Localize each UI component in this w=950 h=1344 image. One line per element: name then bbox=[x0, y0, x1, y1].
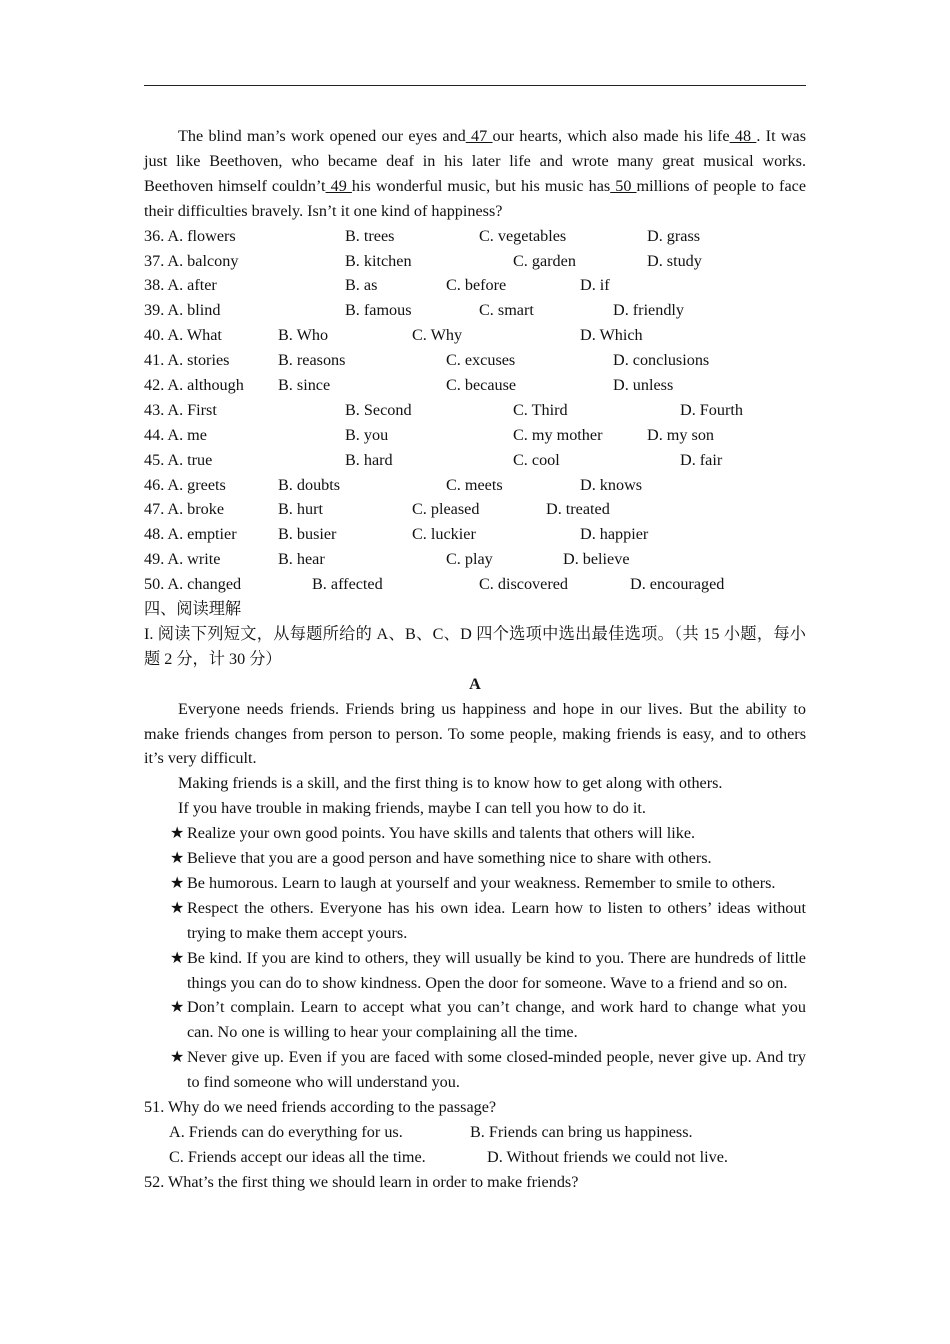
option-b: B. affected bbox=[312, 575, 383, 594]
cloze-options bbox=[144, 224, 806, 597]
exam-page bbox=[144, 124, 806, 1195]
option-d: D. Which bbox=[580, 326, 643, 345]
option-d: D. encouraged bbox=[630, 575, 725, 594]
question-46 bbox=[144, 473, 806, 498]
question-49 bbox=[144, 547, 806, 572]
option-a: A. Friends can do everything for us. bbox=[169, 1123, 403, 1142]
option-d: D. grass bbox=[647, 226, 701, 245]
option-b: B. you bbox=[345, 425, 389, 444]
option-a: 39. A. blind bbox=[144, 301, 221, 320]
option-d: D. Fourth bbox=[680, 400, 743, 419]
option-b: B. Who bbox=[278, 326, 329, 345]
star-icon: ★ bbox=[170, 824, 185, 843]
passage-ending bbox=[144, 124, 806, 224]
question-36 bbox=[144, 224, 806, 249]
passage-text: millions of people to face their difficulties bravely. Isn’t it one kind of happiness? bbox=[144, 176, 806, 220]
star-icon: ★ bbox=[170, 873, 185, 892]
tip-text: Don’t complain. Learn to accept what you can’t change, and work hard to change what you can. No one is willing to hear your complaining all the time. bbox=[187, 998, 806, 1042]
section-title: 四、阅读理解 bbox=[144, 599, 242, 618]
question-51-options-row2 bbox=[144, 1145, 806, 1170]
option-a: 40. A. What bbox=[144, 326, 222, 345]
blank-50: 50 bbox=[610, 176, 637, 195]
option-a: 41. A. stories bbox=[144, 351, 230, 370]
passage-text: . It was just like Beethoven, who became deaf in his later life and wrote many great musical works. Beethoven himself couldn’t bbox=[144, 127, 807, 195]
question-37 bbox=[144, 249, 806, 274]
question-39 bbox=[144, 298, 806, 323]
question-43 bbox=[144, 398, 806, 423]
passage-paragraph: If you have trouble in making friends, maybe I can tell you how to do it. bbox=[178, 799, 646, 818]
star-icon: ★ bbox=[170, 849, 185, 868]
option-a: 38. A. after bbox=[144, 276, 217, 295]
question-52-stem: 52. What’s the first thing we should learn in order to make friends? bbox=[144, 1172, 579, 1191]
option-d: D. believe bbox=[563, 550, 630, 569]
tip-text: Be kind. If you are kind to others, they will usually be kind to you. There are hundreds of little things you can do to show kindness. Open the door for someone. Wave to a friend and so on. bbox=[187, 948, 806, 992]
option-c: C. excuses bbox=[446, 351, 516, 370]
star-icon: ★ bbox=[170, 998, 185, 1017]
option-c: C. vegetables bbox=[479, 226, 567, 245]
blank-48: 48 bbox=[729, 127, 757, 145]
tip-item bbox=[144, 821, 806, 846]
option-c: C. Friends accept our ideas all the time. bbox=[169, 1147, 426, 1166]
option-c: C. play bbox=[446, 550, 493, 569]
option-b: B. as bbox=[345, 276, 378, 295]
question-40 bbox=[144, 323, 806, 348]
option-b: B. hurt bbox=[278, 500, 323, 519]
option-d: D. conclusions bbox=[613, 351, 710, 370]
option-b: B. hear bbox=[278, 550, 325, 569]
option-b: B. busier bbox=[278, 525, 337, 544]
question-47 bbox=[144, 497, 806, 522]
option-a: 47. A. broke bbox=[144, 500, 225, 519]
option-c: C. Why bbox=[412, 326, 463, 345]
option-b: B. kitchen bbox=[345, 251, 412, 270]
option-a: 50. A. changed bbox=[144, 575, 242, 594]
question-42 bbox=[144, 373, 806, 398]
option-b: B. trees bbox=[345, 226, 395, 245]
question-45 bbox=[144, 448, 806, 473]
option-b: B. doubts bbox=[278, 475, 341, 494]
blank-49: 49 bbox=[325, 176, 352, 195]
passage-text: The blind man’s work opened our eyes and bbox=[178, 127, 466, 145]
option-c: C. Third bbox=[513, 400, 568, 419]
option-a: 37. A. balcony bbox=[144, 251, 239, 270]
option-d: D. fair bbox=[680, 450, 723, 469]
option-d: D. my son bbox=[647, 425, 715, 444]
tip-text: Realize your own good points. You have skills and talents that others will like. bbox=[187, 824, 696, 843]
option-b: B. Second bbox=[345, 400, 412, 419]
tip-text: Be humorous. Learn to laugh at yourself and your weakness. Remember to smile to others. bbox=[187, 873, 776, 892]
tip-item bbox=[144, 946, 806, 996]
option-c: C. discovered bbox=[479, 575, 569, 594]
tip-item bbox=[144, 871, 806, 896]
tip-text: Believe that you are a good person and have something nice to share with others. bbox=[187, 849, 712, 868]
blank-47: 47 bbox=[465, 127, 493, 145]
option-d: D. treated bbox=[546, 500, 610, 519]
question-41 bbox=[144, 348, 806, 373]
option-d: D. unless bbox=[613, 375, 674, 394]
option-c: C. garden bbox=[513, 251, 576, 270]
option-a: 43. A. First bbox=[144, 400, 217, 419]
question-48 bbox=[144, 522, 806, 547]
passage-text: his wonderful music, but his music has bbox=[351, 176, 611, 195]
option-c: C. smart bbox=[479, 301, 534, 320]
option-c: C. before bbox=[446, 276, 507, 295]
option-c: C. cool bbox=[513, 450, 560, 469]
passage-paragraph: Making friends is a skill, and the first thing is to know how to get along with others. bbox=[178, 774, 723, 793]
question-51-stem: 51. Why do we need friends according to the passage? bbox=[144, 1098, 497, 1117]
option-c: C. luckier bbox=[412, 525, 476, 544]
question-51-options-row1 bbox=[144, 1120, 806, 1145]
option-a: 44. A. me bbox=[144, 425, 207, 444]
option-c: C. meets bbox=[446, 475, 503, 494]
option-d: D. happier bbox=[580, 525, 649, 544]
option-a: 45. A. true bbox=[144, 450, 213, 469]
option-b: B. Friends can bring us happiness. bbox=[470, 1123, 693, 1142]
star-icon: ★ bbox=[170, 948, 185, 967]
star-icon: ★ bbox=[170, 1048, 185, 1067]
option-b: B. famous bbox=[345, 301, 412, 320]
passage-heading: A bbox=[469, 674, 481, 693]
option-a: 46. A. greets bbox=[144, 475, 226, 494]
option-b: B. reasons bbox=[278, 351, 346, 370]
question-38 bbox=[144, 273, 806, 298]
option-c: C. pleased bbox=[412, 500, 480, 519]
option-a: 49. A. write bbox=[144, 550, 221, 569]
passage-text: our hearts, which also made his life bbox=[492, 127, 730, 145]
option-a: 48. A. emptier bbox=[144, 525, 237, 544]
option-b: B. since bbox=[278, 375, 331, 394]
option-a: 42. A. although bbox=[144, 375, 244, 394]
option-d: D. if bbox=[580, 276, 610, 295]
option-b: B. hard bbox=[345, 450, 393, 469]
option-c: C. my mother bbox=[513, 425, 603, 444]
star-icon: ★ bbox=[170, 898, 185, 917]
option-d: D. study bbox=[647, 251, 702, 270]
option-c: C. because bbox=[446, 375, 517, 394]
tip-text: Never give up. Even if you are faced with some closed-minded people, never give up. And try to find someone who will understand you. bbox=[187, 1048, 806, 1092]
section-instruction: I. 阅读下列短文，从每题所给的 A、B、C、D 四个选项中选出最佳选项。（共 15 小题，每小题 2 分，计 30 分） bbox=[144, 624, 806, 668]
header-rule bbox=[144, 85, 806, 86]
tip-item bbox=[144, 846, 806, 871]
question-50 bbox=[144, 572, 806, 597]
tip-item bbox=[144, 995, 806, 1045]
question-44 bbox=[144, 423, 806, 448]
tip-text: Respect the others. Everyone has his own idea. Learn how to listen to others’ ideas without trying to make them accept yours. bbox=[187, 898, 806, 942]
option-d: D. Without friends we could not live. bbox=[487, 1147, 728, 1166]
tip-item bbox=[144, 896, 806, 946]
passage-paragraph: Everyone needs friends. Friends bring us happiness and hope in our lives. But the ability to make friends changes from person to person. To some people, making friends is easy, and to others it’s very difficult. bbox=[144, 699, 806, 768]
option-d: D. friendly bbox=[613, 301, 685, 320]
tip-item bbox=[144, 1045, 806, 1095]
option-a: 36. A. flowers bbox=[144, 226, 236, 245]
option-d: D. knows bbox=[580, 475, 643, 494]
